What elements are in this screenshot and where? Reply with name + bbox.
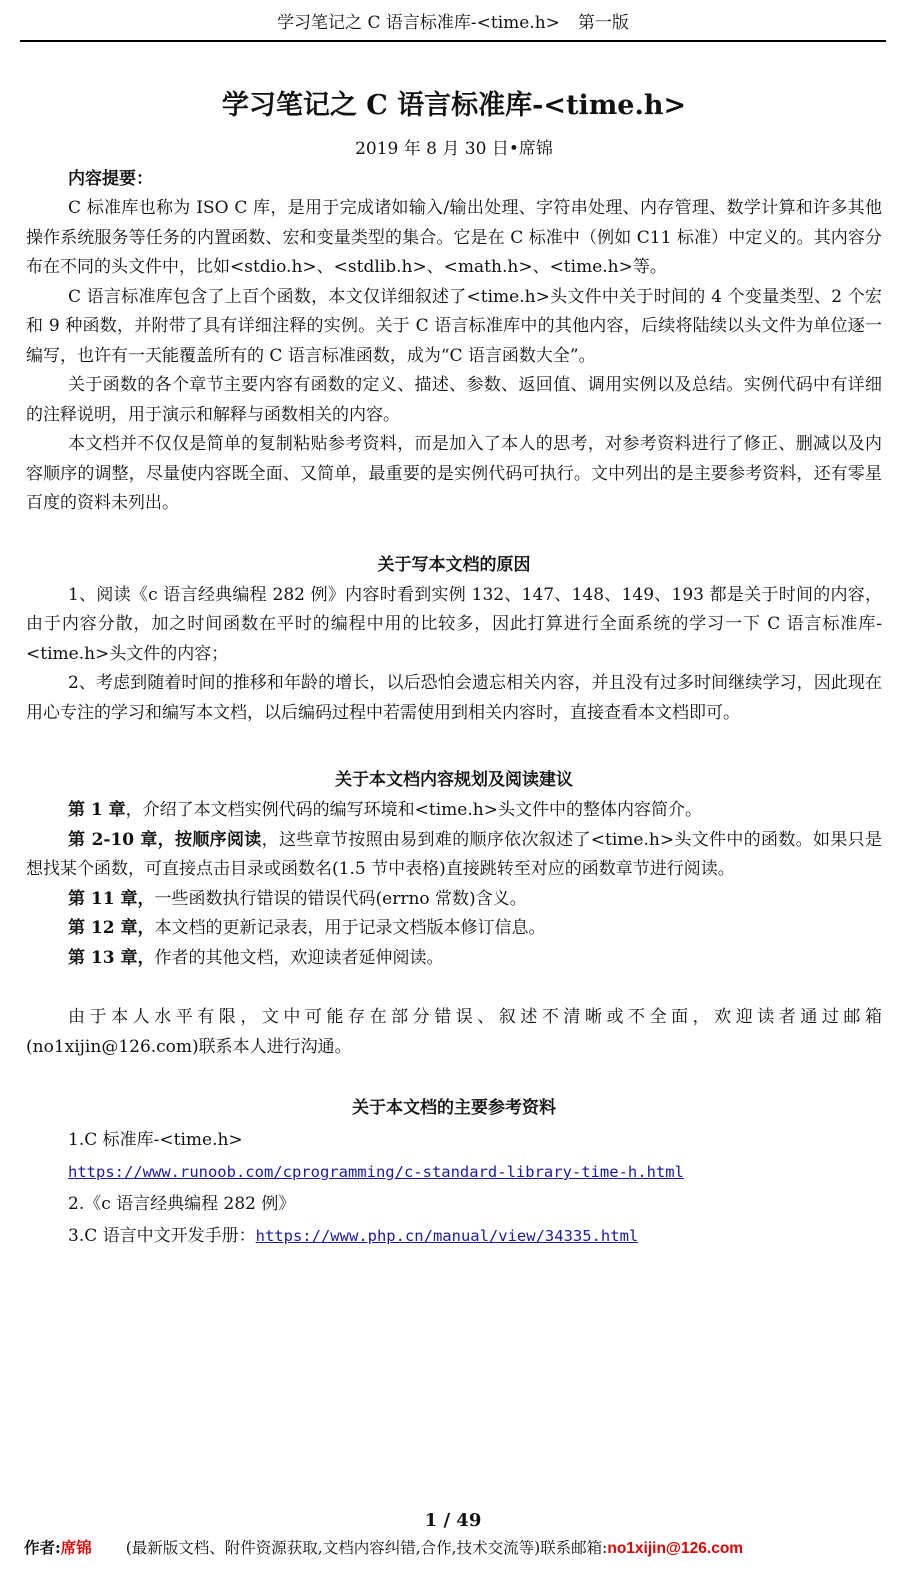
plan-item-ch11 xyxy=(26,885,882,915)
abstract-paragraph: 本文档并不仅仅是简单的复制粘贴参考资料，而是加入了本人的思考，对参考资料进行了修正、删减以及内容顺序的调整，尽量使内容既全面、又简单，最重要的是实例代码可执行。文中列出的是主要参考资料，还有零星百度的资料未列出。 xyxy=(26,434,882,513)
reference-1-label: 1.C 标准库-<time.h> xyxy=(68,1130,243,1150)
reference-2-label: 2.《c 语言经典编程 282 例》 xyxy=(68,1194,296,1214)
plan-item-ch12 xyxy=(26,914,882,944)
abstract-paragraph: C 标准库也称为 ISO C 库，是用于完成诸如输入/输出处理、字符串处理、内存管理、数学计算和许多其他操作系统服务等任务的内置函数、宏和变量类型的集合。它是在 C 标准中（例如 C11 标准）中定义的。其内容分布在不同的头文件中，比如<stdio.h>、<stdlib.h>、<math.h>、<time.h>等。 xyxy=(26,198,882,277)
page-footer xyxy=(24,1535,884,1562)
plan-item-lead: 第 1 章 xyxy=(68,800,126,820)
plan-item-text: 一些函数执行错误的错误代码(errno 常数)含义。 xyxy=(154,888,527,909)
reference-3-link[interactable]: https://www.php.cn/manual/view/34335.html xyxy=(255,1227,639,1245)
plan-item-lead: 第 2-10 章，按顺序阅读 xyxy=(68,829,262,850)
footer-email[interactable]: no1xijin@126.com xyxy=(607,1540,744,1557)
document-body xyxy=(26,84,882,1252)
plan-item-ch1 xyxy=(26,796,882,826)
references-heading: 关于本文档的主要参考资料 xyxy=(352,1098,556,1118)
document-title: 学习笔记之 C 语言标准库-<time.h> xyxy=(221,90,687,121)
page-number: 1 / 49 xyxy=(424,1510,482,1531)
header-edition: 第一版 xyxy=(577,13,629,33)
abstract-label: 内容提要： xyxy=(68,169,153,189)
date-author-line: 2019 年 8 月 30 日•席锦 xyxy=(355,139,553,159)
header-title: 学习笔记之 C 语言标准库-<time.h> xyxy=(277,13,560,33)
footer-author-name: 席锦 xyxy=(60,1538,92,1557)
plan-item-lead: 第 12 章， xyxy=(68,918,155,938)
reason-item: 2、考虑到随着时间的推移和年龄的增长，以后恐怕会遗忘相关内容，并且没有过多时间继续学习，因此现在用心专注的学习和编写本文档，以后编码过程中若需使用到相关内容时，直接查看本文档即可。 xyxy=(26,673,882,723)
reference-3-label: 3.C 语言中文开发手册： xyxy=(68,1226,256,1246)
reasons-heading: 关于写本文档的原因 xyxy=(377,554,531,575)
plan-item-ch13 xyxy=(26,944,882,974)
plan-item-text: 作者的其他文档，欢迎读者延伸阅读。 xyxy=(154,947,444,968)
plan-heading: 关于本文档内容规划及阅读建议 xyxy=(335,770,573,790)
reference-1-link[interactable]: https://www.runoob.com/cprogramming/c-standard-library-time-h.html xyxy=(68,1163,684,1181)
plan-item-text: 本文档的更新记录表，用于记录文档版本修订信息。 xyxy=(154,918,546,938)
abstract-paragraph: 关于函数的各个章节主要内容有函数的定义、描述、参数、返回值、调用实例以及总结。实例代码中有详细的注释说明，用于演示和解释与函数相关的内容。 xyxy=(26,375,882,425)
plan-item-text: ，介绍了本文档实例代码的编写环境和<time.h>头文件中的整体内容简介。 xyxy=(125,800,702,820)
contact-note: 由于本人水平有限，文中可能存在部分错误、叙述不清晰或不全面，欢迎读者通过邮箱(no1xijin@126.com)联系本人进行沟通。 xyxy=(26,1007,882,1057)
footer-note: (最新版文档、附件资源获取,文档内容纠错,合作,技术交流等)联系邮箱: xyxy=(125,1539,608,1557)
plan-item-text: ，这些章节按照由易到难的顺序依次叙述了<time.h>头文件中的函数。如果只是想找某个函数，可直接点击目录或函数名(1.5 节中表格)直接跳转至对应的函数章节进行阅读。 xyxy=(26,829,882,879)
reason-item: 1、阅读《c 语言经典编程 282 例》内容时看到实例 132、147、148、149、193 都是关于时间的内容，由于内容分散，加之时间函数在平时的编程中用的比较多，因此打算进行全面系统的学习一下 C 语言标准库-<time.h>头文件的内容； xyxy=(26,584,882,664)
plan-item-lead: 第 13 章， xyxy=(68,947,155,968)
abstract-paragraph: C 语言标准库包含了上百个函数，本文仅详细叙述了<time.h>头文件中关于时间的 4 个变量类型、2 个宏和 9 种函数，并附带了具有详细注释的实例。关于 C 语言标准库中的其他内容，后续将陆续以头文件为单位逐一编写，也许有一天能覆盖所有的 C 语言标准函数，成为“C 语言函数大全”。 xyxy=(26,286,882,366)
footer-author-label: 作者: xyxy=(24,1538,61,1557)
plan-item-lead: 第 11 章， xyxy=(68,888,155,909)
reference-1-link-line xyxy=(68,1156,882,1188)
reference-3-line xyxy=(68,1220,882,1252)
page-header xyxy=(20,6,886,42)
plan-item-ch2-10 xyxy=(26,826,882,885)
